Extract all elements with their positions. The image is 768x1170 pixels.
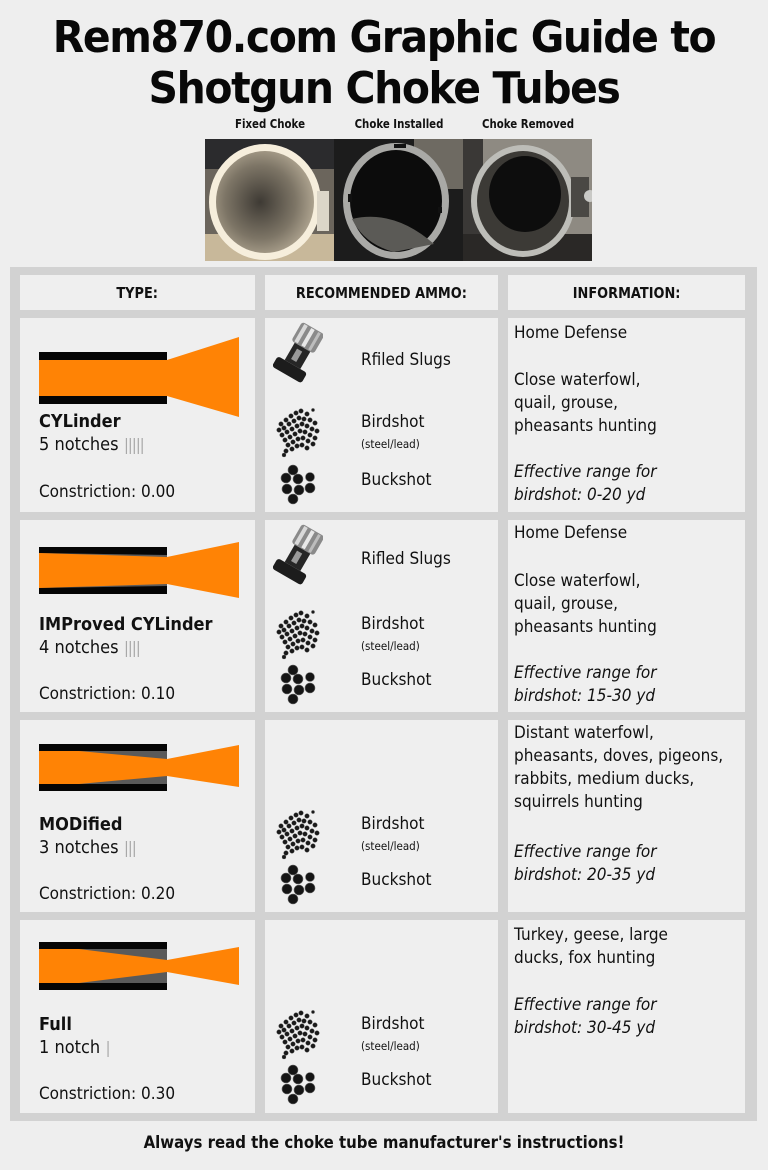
photo-choke-installed bbox=[334, 117, 464, 262]
buckshot-icon bbox=[273, 1064, 323, 1106]
birdshot-icon bbox=[273, 806, 323, 861]
ammo-label: Birdshot bbox=[361, 1014, 425, 1034]
type-name: Full bbox=[39, 1014, 72, 1035]
header-type-label: TYPE: bbox=[116, 283, 159, 302]
birdshot-icon bbox=[273, 606, 323, 661]
notch-bars-icon: | bbox=[105, 1038, 110, 1057]
row-modified-ammo bbox=[265, 720, 498, 912]
choke-diagram-cylinder-icon bbox=[39, 337, 239, 417]
choke-diagram-full-icon bbox=[39, 940, 239, 990]
info-range-label: Effective range for bbox=[514, 663, 657, 683]
buckshot-icon bbox=[273, 464, 323, 506]
notches bbox=[39, 637, 140, 658]
notch-bars-icon: |||| bbox=[123, 638, 140, 657]
row-full-info bbox=[508, 920, 745, 1113]
row-modified-info bbox=[508, 720, 745, 912]
info-hunting: Turkey, geese, large ducks, fox hunting bbox=[514, 925, 668, 968]
notches-text: 4 notches bbox=[39, 637, 119, 658]
notches-text: 3 notches bbox=[39, 837, 119, 858]
notch-bars-icon: ||||| bbox=[123, 435, 144, 454]
info-range-label: Effective range for bbox=[514, 995, 657, 1015]
constriction: Constriction: 0.20 bbox=[39, 884, 176, 904]
notches-text: 5 notches bbox=[39, 434, 119, 455]
info-range-value: birdshot: 0-20 yd bbox=[514, 485, 646, 505]
info-use: Home Defense bbox=[514, 523, 628, 543]
row-improved-cylinder-type bbox=[20, 520, 255, 712]
footer-note: Always read the choke tube manufacturer's instructions! bbox=[143, 1133, 625, 1153]
choke-installed-photo bbox=[334, 139, 463, 261]
info-range-label: Effective range for bbox=[514, 842, 657, 862]
row-full-type bbox=[20, 920, 255, 1113]
ammo-label: Buckshot bbox=[361, 670, 432, 690]
choke-diagram-modified-icon bbox=[39, 742, 239, 792]
notch-bars-icon: ||| bbox=[123, 838, 136, 857]
row-full-ammo bbox=[265, 920, 498, 1113]
info-hunting: Distant waterfowl, pheasants, doves, pigeons, rabbits, medium ducks, squirrels hunting bbox=[514, 723, 724, 812]
info-range-label: Effective range for bbox=[514, 462, 657, 482]
ammo-label: Birdshot bbox=[361, 814, 425, 834]
type-name: MODified bbox=[39, 814, 123, 835]
ammo-label: Buckshot bbox=[361, 1070, 432, 1090]
ammo-sublabel: (steel/lead) bbox=[361, 839, 420, 853]
notches bbox=[39, 434, 144, 455]
row-cylinder-type bbox=[20, 318, 255, 512]
info-hunting: Close waterfowl, quail, grouse, pheasants hunting bbox=[514, 370, 657, 436]
photo-fixed-choke bbox=[205, 117, 335, 262]
photo-choke-removed bbox=[463, 117, 593, 262]
notches bbox=[39, 837, 136, 858]
row-cylinder-info bbox=[508, 318, 745, 512]
header-info-label: INFORMATION: bbox=[572, 283, 681, 302]
constriction: Constriction: 0.30 bbox=[39, 1084, 176, 1104]
row-cylinder-ammo bbox=[265, 318, 498, 512]
constriction: Constriction: 0.10 bbox=[39, 684, 176, 704]
ammo-label: Buckshot bbox=[361, 870, 432, 890]
photo-label: Choke Installed bbox=[354, 117, 444, 131]
ammo-label: Birdshot bbox=[361, 614, 425, 634]
ammo-label: Birdshot bbox=[361, 412, 425, 432]
row-improved-cylinder-ammo bbox=[265, 520, 498, 712]
buckshot-icon bbox=[273, 664, 323, 706]
type-name: IMProved CYLinder bbox=[39, 614, 213, 635]
photo-label: Fixed Choke bbox=[234, 117, 305, 131]
buckshot-icon bbox=[273, 864, 323, 906]
ammo-sublabel: (steel/lead) bbox=[361, 1039, 420, 1053]
choke-photos bbox=[205, 117, 595, 262]
photo-label: Choke Removed bbox=[481, 117, 575, 131]
header-ammo-label: RECOMMENDED AMMO: bbox=[296, 283, 467, 302]
page-title-line-2: Shotgun Choke Tubes bbox=[148, 63, 620, 114]
info-range-value: birdshot: 30-45 yd bbox=[514, 1018, 656, 1038]
header-ammo bbox=[265, 275, 498, 310]
choke-removed-photo bbox=[463, 139, 592, 261]
constriction: Constriction: 0.00 bbox=[39, 482, 176, 502]
ammo-label: Rfiled Slugs bbox=[361, 350, 451, 370]
header-info bbox=[508, 275, 745, 310]
info-range-value: birdshot: 15-30 yd bbox=[514, 686, 656, 706]
choke-table bbox=[10, 267, 757, 1121]
ammo-sublabel: (steel/lead) bbox=[361, 639, 420, 653]
row-modified-type bbox=[20, 720, 255, 912]
notches-text: 1 notch bbox=[39, 1037, 101, 1058]
info-hunting: Close waterfowl, quail, grouse, pheasants hunting bbox=[514, 571, 657, 637]
rifled-slug-icon bbox=[273, 524, 323, 590]
fixed-choke-photo bbox=[205, 139, 334, 261]
rifled-slug-icon bbox=[273, 322, 323, 388]
row-improved-cylinder-info bbox=[508, 520, 745, 712]
header-type bbox=[20, 275, 255, 310]
ammo-label: Rifled Slugs bbox=[361, 549, 451, 569]
ammo-label: Buckshot bbox=[361, 470, 432, 490]
info-use: Home Defense bbox=[514, 323, 628, 343]
info-range-value: birdshot: 20-35 yd bbox=[514, 865, 656, 885]
notches bbox=[39, 1037, 110, 1058]
choke-diagram-improved-cylinder-icon bbox=[39, 542, 239, 598]
type-name: CYLinder bbox=[39, 411, 121, 432]
birdshot-icon bbox=[273, 1006, 323, 1061]
birdshot-icon bbox=[273, 404, 323, 459]
page-title-line-1: Rem870.com Graphic Guide to bbox=[52, 12, 716, 63]
ammo-sublabel: (steel/lead) bbox=[361, 437, 420, 451]
